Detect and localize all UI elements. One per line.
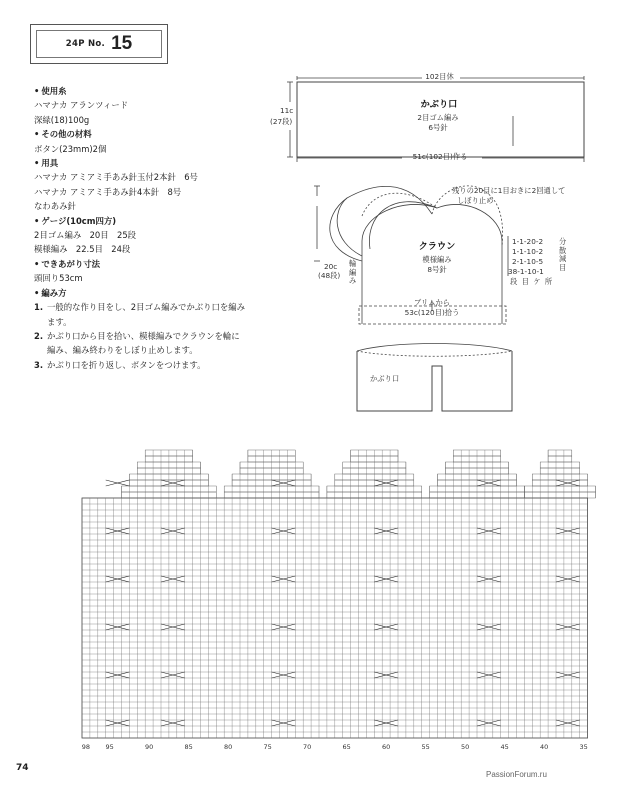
- brim-pickup-label-2: 53c(120目)拾う: [404, 308, 460, 317]
- chart-axis-tick: 80: [224, 743, 233, 751]
- decrease-legend: 段 目 ケ 所: [510, 277, 554, 286]
- tools-line-3: なわあみ針: [34, 201, 76, 212]
- crown-needle: 8号針: [427, 265, 447, 274]
- chart-axis-tick: 90: [145, 743, 154, 751]
- band-rows-label: (27段): [270, 117, 293, 126]
- yarn-heading: • 使用糸: [34, 84, 284, 98]
- decrease-3: 2-1-10-5: [512, 257, 544, 266]
- construction-diagram: [262, 66, 607, 426]
- other-materials-heading: • その他の材料: [34, 127, 284, 141]
- brim-pickup-label: ブリムから: [413, 298, 451, 307]
- yarn-line-2: 深緑(18)100g: [34, 114, 90, 125]
- crown-height-label: 20c: [324, 262, 338, 271]
- chart-axis-tick: 95: [105, 743, 114, 751]
- decrease-4: 38-1-10-1: [508, 267, 544, 276]
- gauge-heading: • ゲージ(10cm四方): [34, 214, 284, 228]
- badge-inner-frame: [36, 30, 162, 58]
- step-3: 3. かぶり口を折り返し、ボタンをつけます。: [34, 359, 206, 370]
- top-note: 残りの20目に1目おきに2回通して: [452, 186, 566, 195]
- decrease-1: 1-1-20-2: [512, 237, 544, 246]
- decrease-2: 1-1-10-2: [512, 247, 544, 256]
- chart-axis-tick: 60: [382, 743, 391, 751]
- knitting-chart: [78, 445, 586, 753]
- chart-axis-tick: 35: [579, 743, 588, 751]
- size-line: 頭回り53cm: [34, 273, 83, 284]
- chart-axis-tick: 70: [303, 743, 312, 751]
- chart-axis-tick: 65: [342, 743, 351, 751]
- top-width-label: 102目休: [425, 72, 454, 81]
- gauge-line-1: 2目ゴム編み 20目 25段: [34, 230, 137, 241]
- fold-label: かぶり口: [370, 374, 400, 383]
- chart-axis-tick: 98: [81, 743, 91, 751]
- chart-axis-tick: 45: [500, 743, 509, 751]
- chart-axis-tick: 55: [421, 743, 430, 751]
- band-pattern: 2目ゴム編み: [417, 113, 459, 122]
- method-heading: • 編み方: [34, 286, 284, 300]
- band-needle: 6号針: [428, 123, 448, 132]
- other-materials-line: ボタン(23mm)2個: [34, 143, 107, 154]
- yarn-line-1: ハマナカ アランツィード: [34, 100, 129, 111]
- crown-pattern: 模様編み: [422, 255, 452, 264]
- chart-axis-tick: 85: [184, 743, 193, 751]
- step-2: 2. かぶり口から目を拾い、模様編みでクラウンを輪に編み、編み終わりをしぼり止めします。: [34, 330, 240, 356]
- chart-axis-tick: 75: [263, 743, 272, 751]
- pattern-number: 15: [111, 33, 133, 54]
- top-note-2: しぼり止め: [457, 196, 494, 205]
- watermark: PassionForum.ru: [486, 770, 547, 779]
- crown-rows-label: (48段): [318, 271, 341, 280]
- knitting-chart-grid: [78, 445, 586, 753]
- decrease-side-label: 分散減目: [559, 237, 567, 272]
- band-bottom-label: 51c(102目)作る: [412, 152, 468, 161]
- tools-line-2: ハマナカ アミアミ手あみ針4本針 8号: [34, 186, 182, 197]
- chart-axis-tick: 40: [540, 743, 549, 751]
- step-1: 1. 一般的な作り目をし、2目ゴム編みでかぶり口を編みます。: [34, 302, 245, 327]
- crown-title: クラウン: [418, 241, 456, 252]
- side-label: 輪編み: [349, 259, 357, 285]
- chart-axis-tick: 50: [461, 743, 470, 751]
- tools-heading: • 用具: [34, 156, 284, 170]
- size-heading: • できあがり寸法: [34, 257, 284, 271]
- page-number: 74: [16, 763, 29, 773]
- band-height-label: 11c: [280, 106, 294, 115]
- materials-section: [34, 84, 284, 372]
- gauge-line-2: 模様編み 22.5目 24段: [34, 244, 131, 255]
- pattern-number-badge: [30, 24, 168, 64]
- tools-line-1: ハマナカ アミアミ手あみ針玉付2本針 6号: [34, 172, 198, 183]
- band-title: かぶり口: [420, 99, 458, 110]
- badge-page-label: 24P No.: [65, 39, 106, 49]
